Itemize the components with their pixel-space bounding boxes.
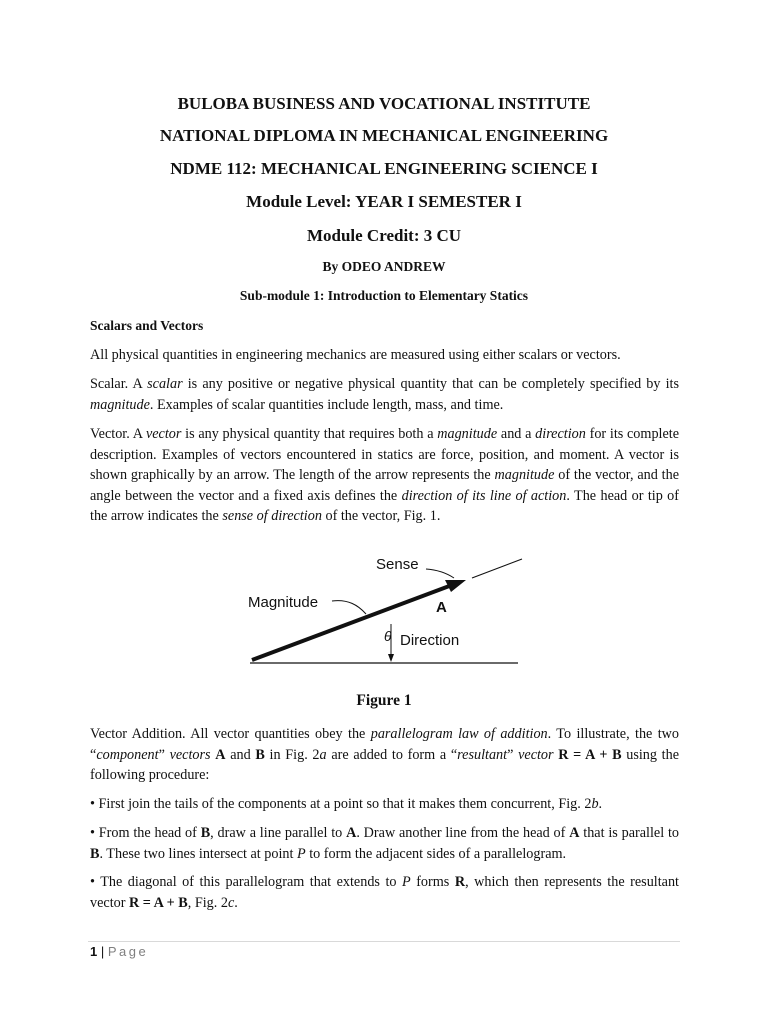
line-of-action [472, 559, 522, 578]
section-heading: Scalars and Vectors [90, 318, 204, 333]
theta-label: θ [384, 628, 392, 644]
author-line: By ODEO ANDREW [322, 259, 446, 274]
course-title: NDME 112: MECHANICAL ENGINEERING SCIENCE I [170, 159, 598, 178]
module-credit: Module Credit: 3 CU [306, 226, 462, 245]
footer-separator: | [97, 944, 108, 959]
vector-label: A [436, 599, 447, 616]
magnitude-label: Magnitude [248, 594, 319, 611]
bullet-3: • The diagonal of this parallelogram that extends to P forms R, which then represents the resultant vector R = A + B, Fig. 2c. [90, 874, 679, 911]
module-level: Module Level: YEAR I SEMESTER I [246, 192, 522, 211]
magnitude-leader [332, 601, 366, 614]
vector-paragraph: Vector. A vector is any physical quantity that requires both a magnitude and a direction for its complete description. Examples of vectors encountered in statics are force, position, and moment. A vector is shown graphically by an arrow. The length of the arrow represents the magnitude of the vector, and the angle between the vector and a fixed axis defines the direction of its line of action. The head or tip of the arrow indicates the sense of direction of the vector, Fig. 1. [90, 426, 680, 524]
submodule-title: Sub-module 1: Introduction to Elementary Statics [239, 288, 529, 303]
addition-paragraph: Vector Addition. All vector quantities obey the parallelogram law of addition. To illustrate, the two “component” vectors A and B in Fig. 2a are added to form a “resultant” vector R = A + B using the following procedure: [90, 726, 680, 783]
page-footer [90, 944, 148, 959]
footer-divider [88, 941, 680, 942]
scalar-paragraph: Scalar. A scalar is any positive or negative physical quantity that can be completely specified by its magnitude. Examples of scalar quantities include length, mass, and time. [90, 376, 680, 413]
direction-label: Direction [400, 632, 460, 649]
page-label: Page [107, 944, 149, 959]
institute-title: BULOBA BUSINESS AND VOCATIONAL INSTITUTE [177, 94, 591, 113]
intro-paragraph: All physical quantities in engineering mechanics are measured using either scalars or vectors. [90, 347, 621, 363]
sense-label: Sense [376, 556, 419, 573]
angle-arrow-tip [388, 654, 394, 662]
bullet-2: • From the head of B, draw a line parallel to A. Draw another line from the head of A that is parallel to B. These two lines intersect at point P to form the adjacent sides of a parallelogram. [90, 825, 679, 862]
vector-arrowhead [445, 580, 466, 592]
figure-caption: Figure 1 [356, 692, 412, 709]
bullet-1: • First join the tails of the components at a point so that it makes them concurrent, Fig. 2b. [90, 796, 603, 812]
page-number: 1 [90, 944, 98, 959]
diploma-title: NATIONAL DIPLOMA IN MECHANICAL ENGINEERING [159, 126, 609, 145]
vector-diagram [240, 548, 540, 670]
sense-leader [426, 569, 454, 578]
